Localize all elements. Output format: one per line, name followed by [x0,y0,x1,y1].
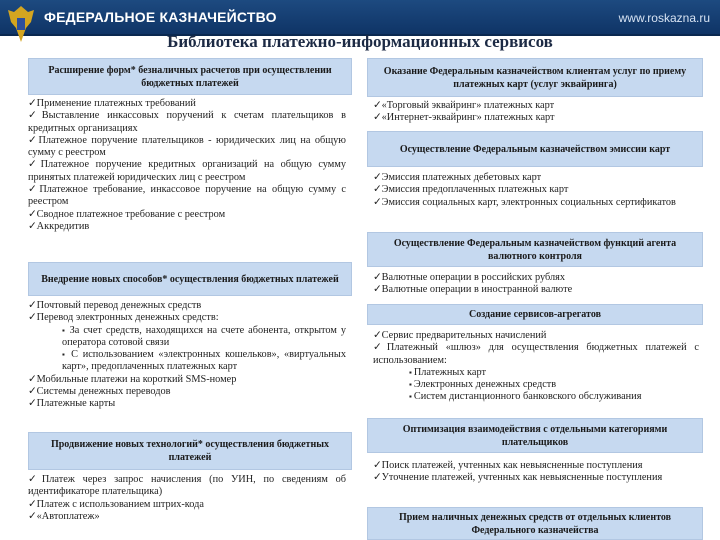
section-list [28,474,346,523]
list-item: ✓ Эмиссия социальных карт, электронных социальных сертификатов [373,197,699,209]
sub-item: ▪ Систем дистанционного банковского обслуживания [373,391,699,403]
section-list [373,100,699,125]
section-header: Прием наличных денежных средств от отдельных клиентов Федерального казначейства [367,507,703,540]
section-list [373,172,699,209]
section-header: Создание сервисов-агрегатов [367,304,703,325]
section-list [28,98,346,233]
list-item: ✓ Платежное требование, инкассовое поручение на общую сумму с реестром [28,184,346,209]
header-bar [0,0,720,36]
section-header: Расширение форм* безналичных расчетов при осуществлении бюджетных платежей [28,58,352,95]
list-item: ✓ Поиск платежей, учтенных как невыясненные поступления [373,460,699,472]
list-item: ✓ Сервис предварительных начислений [373,330,699,342]
list-item: ✓ Платежное поручение кредитных организаций на общую сумму принятых платежей юридических лиц с реестром [28,159,346,184]
list-item: ✓ Платежное поручение плательщиков - юридических лиц на общую сумму с реестром [28,135,346,160]
section-header: Внедрение новых способов* осуществления бюджетных платежей [28,262,352,296]
list-item: ✓ Системы денежных переводов [28,386,346,398]
list-item: ✓ Платежные карты [28,398,346,410]
section-header: Продвижение новых технологий* осуществления бюджетных платежей [28,432,352,470]
list-item: ✓ Платеж через запрос начисления (по УИН, по сведениям об идентификаторе плательщика) [28,474,346,499]
section-header: Оказание Федеральным казначейством клиентам услуг по приему платежных карт (услуг эквайринга) [367,58,703,97]
list-item: ✓ Эмиссия платежных дебетовых карт [373,172,699,184]
section-header: Осуществление Федеральным казначейством эмиссии карт [367,131,703,167]
list-item: ✓ Валютные операции в иностранной валюте [373,284,699,296]
list-item: ✓ «Интернет-эквайринг» платежных карт [373,112,699,124]
list-item: ✓ Почтовый перевод денежных средств [28,300,346,312]
list-item: ✓ Выставление инкассовых поручений к счетам плательщиков в кредитных организациях [28,110,346,135]
list-item: ✓ Мобильные платежи на короткий SMS-номер [28,374,346,386]
list-item: ✓ Платежный «шлюз» для осуществления бюджетных платежей с использованием: [373,342,699,367]
section-list [373,272,699,297]
list-item: ✓ «Торговый эквайринг» платежных карт [373,100,699,112]
site-url[interactable]: www.roskazna.ru [618,11,710,25]
sub-item: ▪ За счет средств, находящихся на счете абонента, открытом у оператора сотовой связи [28,325,346,350]
section-list [373,460,699,485]
list-item: ✓ Валютные операции в российских рублях [373,272,699,284]
sub-item: ▪ Платежных карт [373,367,699,379]
section-list [28,300,346,411]
sub-item: ▪ С использованием «электронных кошельков», «виртуальных карт», предоплаченных платежных карт [28,349,346,374]
list-item: ✓ Уточнение платежей, учтенных как невыясненные поступления [373,472,699,484]
sub-item: ▪ Электронных денежных средств [373,379,699,391]
page-title: Библиотека платежно-информационных сервисов [167,32,553,51]
section-list [373,330,699,404]
list-item: ✓ Сводное платежное требование с реестром [28,209,346,221]
list-item: ✓ Эмиссия предоплаченных платежных карт [373,184,699,196]
section-header: Оптимизация взаимодействия с отдельными категориями плательщиков [367,418,703,453]
list-item: ✓ Аккредитив [28,221,346,233]
list-item: ✓ Платеж с использованием штрих-кода [28,499,346,511]
section-header: Осуществление Федеральным казначейством функций агента валютного контроля [367,232,703,267]
list-item: ✓ «Автоплатеж» [28,511,346,523]
brand-name: ФЕДЕРАЛЬНОЕ КАЗНАЧЕЙСТВО [44,9,277,25]
list-item: ✓ Применение платежных требований [28,98,346,110]
list-item: ✓ Перевод электронных денежных средств: [28,312,346,324]
